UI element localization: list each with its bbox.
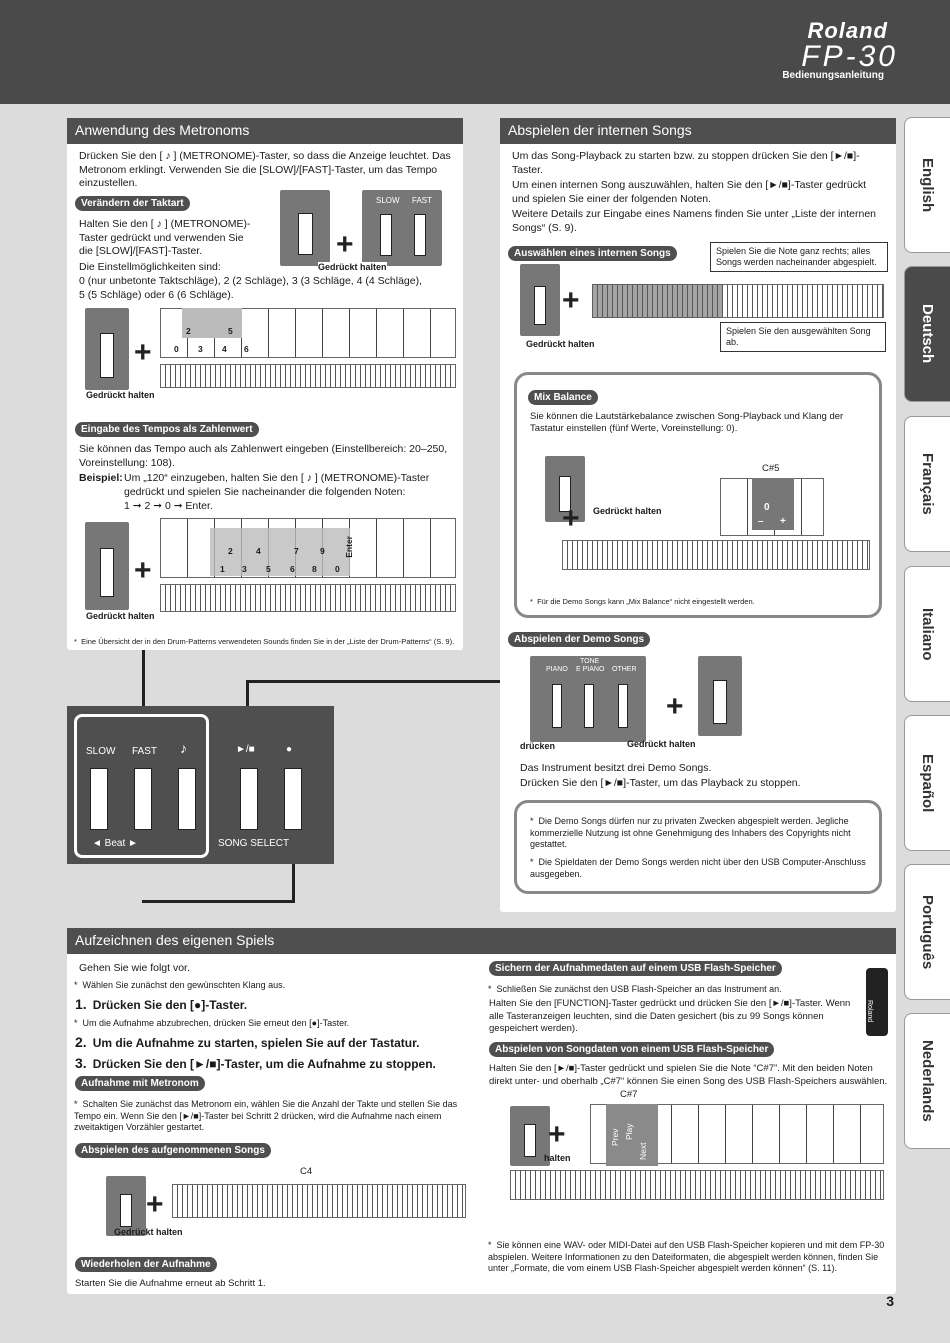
record-title: Aufzeichnen des eigenen Spiels <box>67 928 896 954</box>
plus-icon-5: + <box>562 502 580 535</box>
held-label-2: Gedrückt halten <box>86 390 155 400</box>
mix-text: Sie können die Lautstärkebalance zwischen Song-Playback und Klang der Tastatur einstellen (fünf Werte, Voreinstellung: 0). <box>530 411 844 434</box>
usb-play-text: Halten Sie den [►/■]-Taster gedrückt und spielen Sie die Note “C#7”. Mit den beiden Noten direkt unter- und oberhalb „C#7“ können Sie einen Song des USB Flash-Speichers auswählen. <box>489 1063 888 1087</box>
beat-label: ◄ Beat ► <box>92 838 138 849</box>
tone-buttons-illustration: TONE PIANO E PIANO OTHER <box>530 656 646 742</box>
record-intro: Gehen Sie wie folgt vor. <box>79 962 190 974</box>
usb-play-badge: Abspielen von Songdaten von einem USB Flash-Speicher <box>489 1042 774 1057</box>
demo-p2: Drücken Sie den [►/■]-Taster, um das Playback zu stoppen. <box>520 777 801 789</box>
play-stop-button[interactable] <box>240 768 258 830</box>
drum-footnote: * Eine Übersicht der in den Drum-Patterns verwendeten Sounds finden Sie in der „Liste der Drum-Patterns“ (S. 9). <box>74 637 455 646</box>
metronome-button-illustration <box>280 190 330 266</box>
tab-english[interactable]: English <box>904 117 950 253</box>
mix-note-label: C#5 <box>762 463 780 474</box>
usb-text: Halten Sie den [FUNCTION]-Taster gedrückt und drücken Sie den [►/■]-Taster. Wenn alle Tasteranzeigen leuchten, sind die Daten gesichert (bis zu 99 Songs können gespeichert werden). <box>489 998 851 1034</box>
plus-icon-2: + <box>134 336 152 369</box>
songs-p2: Um einen internen Song auszuwählen, halten Sie den [►/■]-Taster gedrückt und spielen Sie einer der folgenden Noten. <box>512 179 867 205</box>
plus-icon-7: + <box>146 1188 164 1221</box>
mix-badge: Mix Balance <box>528 390 598 405</box>
tempo-text: Sie können das Tempo auch als Zahlenwert eingeben (Einstellbereich: 20–250, Voreinstellung: 108). <box>79 443 448 469</box>
repeat-badge: Wiederholen der Aufnahme <box>75 1257 217 1272</box>
plus-icon: + <box>336 228 354 261</box>
plus-icon-3: + <box>134 554 152 587</box>
play-stop-icon: ►/■ <box>236 744 255 755</box>
held-label-6: Gedrückt halten <box>627 739 696 749</box>
press-label: drücken <box>520 741 556 751</box>
usb-footnote: * Sie können eine WAV- oder MIDI-Datei auf den USB Flash-Speicher kopieren und mit dem FP-30 abspielen. Weitere Informationen zu den Dateiformaten, die abgespielt werden können, finden Sie unter „Formate, die vom einem USB Flash-Speicher abgespielt werden können“ (S. 11). <box>488 1240 885 1273</box>
c4-label: C4 <box>300 1166 313 1177</box>
held-label-7: Gedrückt halten <box>114 1227 183 1237</box>
tab-deutsch[interactable]: Deutsch <box>904 266 950 402</box>
metronome-intro: Drücken Sie den [ ♪ ] (METRONOME)-Taster, so dass die Anzeige leuchtet. Das Metronom erklingt. Verwenden Sie die [SLOW]/[FAST]-Taster, um das Tempo einzustellen. <box>79 150 451 189</box>
plus-icon-8: + <box>548 1118 566 1151</box>
small-keyboard <box>160 364 456 388</box>
songs-title: Abspielen der internen Songs <box>500 118 896 144</box>
record-step-1: 1. Drücken Sie den [●]-Taster. <box>75 996 248 1012</box>
metronome-button-illustration-2 <box>85 308 129 390</box>
slow-fast-illustration: SLOW FAST <box>362 190 442 266</box>
record-step-3: 3. Drücken Sie den [►/■]-Taster, um die Aufnahme zu stoppen. <box>75 1055 436 1071</box>
tab-nederlands[interactable]: Nederlands <box>904 1013 950 1149</box>
repeat-text: Starten Sie die Aufnahme erneut ab Schritt 1. <box>75 1278 266 1289</box>
held-label-4: Gedrückt halten <box>526 339 595 349</box>
held-label-3: Gedrückt halten <box>86 611 155 621</box>
held-label: Gedrückt halten <box>318 262 387 272</box>
tempo-badge: Eingabe des Tempos als Zahlenwert <box>75 422 259 437</box>
demo-p1: Das Instrument besitzt drei Demo Songs. <box>520 762 712 774</box>
metronome-title: Anwendung des Metronoms <box>67 118 463 144</box>
example-label: Beispiel: <box>79 472 123 484</box>
record-note-1: * Wählen Sie zunächst den gewünschten Klang aus. <box>74 980 286 990</box>
plus-icon-4: + <box>562 284 580 317</box>
record-button[interactable] <box>284 768 302 830</box>
small-keyboard-2 <box>160 584 456 612</box>
hold-label: halten <box>544 1153 571 1163</box>
example-sequence: 1 ➞ 2 ➞ 0 ➞ Enter. <box>124 500 213 512</box>
metronome-icon: ♪ <box>180 740 187 756</box>
model-logo: FP-30 <box>801 40 898 73</box>
record-note-2: * Um die Aufnahme abzubrechen, drücken Sie erneut den [●]-Taster. <box>74 1018 350 1028</box>
example-text: Um „120“ einzugeben, halten Sie den [ ♪ ] (METRONOME)-Taster gedrückt und spielen Sie nacheinander die folgenden Noten: <box>124 472 430 498</box>
tab-italiano[interactable]: Italiano <box>904 566 950 702</box>
metro-record-note: * Schalten Sie zunächst das Metronom ein, wählen Sie die Anzahl der Takte und stellen Sie das Tempo ein. Wenn Sie den [►/■]-Taster bei Schritt 2 drücken, wird die Aufnahme nach einem zweitaktigen Vorzähler gestartet. <box>74 1099 458 1132</box>
demo-badge: Abspielen der Demo Songs <box>508 632 650 647</box>
songs-p1: Um das Song-Playback zu starten bzw. zu stoppen drücken Sie den [►/■]-Taster. <box>512 150 860 176</box>
beat-badge: Verändern der Taktart <box>75 196 190 211</box>
slow-button[interactable] <box>90 768 108 830</box>
usb-note: * Schließen Sie zunächst den USB Flash-Speicher an das Instrument an. <box>488 984 782 994</box>
play-button-illustration-3 <box>698 656 742 736</box>
song-select-label: SONG SELECT <box>218 838 290 849</box>
metronome-button-illustration-3 <box>85 522 129 610</box>
play-button-illustration <box>520 264 560 336</box>
callout-play-selected: Spielen Sie den ausgewählten Song ab. <box>720 322 886 352</box>
usb-save-badge: Sichern der Aufnahmedaten auf einem USB Flash-Speicher <box>489 961 782 976</box>
held-label-5: Gedrückt halten <box>593 506 662 516</box>
mix-footnote: * Für die Demo Songs kann „Mix Balance“ nicht eingestellt werden. <box>530 597 755 606</box>
callout-all-songs: Spielen Sie die Note ganz rechts; alles Songs werden nacheinander abgespielt. <box>710 242 888 272</box>
header-subtitle: Bedienungsanleitung <box>782 70 884 81</box>
record-icon: ● <box>286 744 293 755</box>
select-song-badge: Auswählen eines internen Songs <box>508 246 677 261</box>
demo-warning-2: * Die Spieldaten der Demo Songs werden nicht über den USB Computer-Anschluss ausgegeben. <box>530 857 866 879</box>
record-step-2: 2. Um die Aufnahme zu starten, spielen Sie auf der Tastatur. <box>75 1034 420 1050</box>
tab-portugues[interactable]: Português <box>904 864 950 1000</box>
songs-p3: Weitere Details zur Eingabe eines Namens finden Sie unter „Liste der internen Songs“ (S. 9). <box>512 208 877 234</box>
metro-record-badge: Aufnahme mit Metronom <box>75 1076 205 1091</box>
record-keyboard <box>172 1184 466 1218</box>
tab-espanol[interactable]: Español <box>904 715 950 851</box>
beat-text2: Die Einstellmöglichkeiten sind: <box>79 261 221 273</box>
beat-text1: Halten Sie den [ ♪ ] (METRONOME)-Taster gedrückt und verwenden Sie die [SLOW]/[FAST]-Taster. <box>79 218 251 257</box>
tab-francais[interactable]: Français <box>904 416 950 552</box>
mix-keyboard <box>562 540 870 570</box>
plus-icon-6: + <box>666 690 684 723</box>
usb-keyboard <box>510 1170 884 1200</box>
metronome-button[interactable] <box>178 768 196 830</box>
fast-button[interactable] <box>134 768 152 830</box>
play-recorded-badge: Abspielen des aufgenommenen Songs <box>75 1143 271 1158</box>
c7-label: C#7 <box>620 1089 638 1100</box>
roland-logo: Roland <box>807 18 888 43</box>
page-number: 3 <box>886 1293 894 1309</box>
beat-text3: 0 (nur unbetonte Taktschläge), 2 (2 Schläge), 3 (3 Schläge, 4 (4 Schläge), 5 (5 Schläge) oder 6 (6 Schläge). <box>79 275 423 301</box>
demo-warning-1: * Die Demo Songs dürfen nur zu privaten Zwecken abgespielt werden. Jegliche kommerzielle Nutzung ist ohne Genehmigung des Inhabers des Copyrights nicht gestattet. <box>530 816 851 849</box>
enter-label: Enter <box>344 536 354 558</box>
